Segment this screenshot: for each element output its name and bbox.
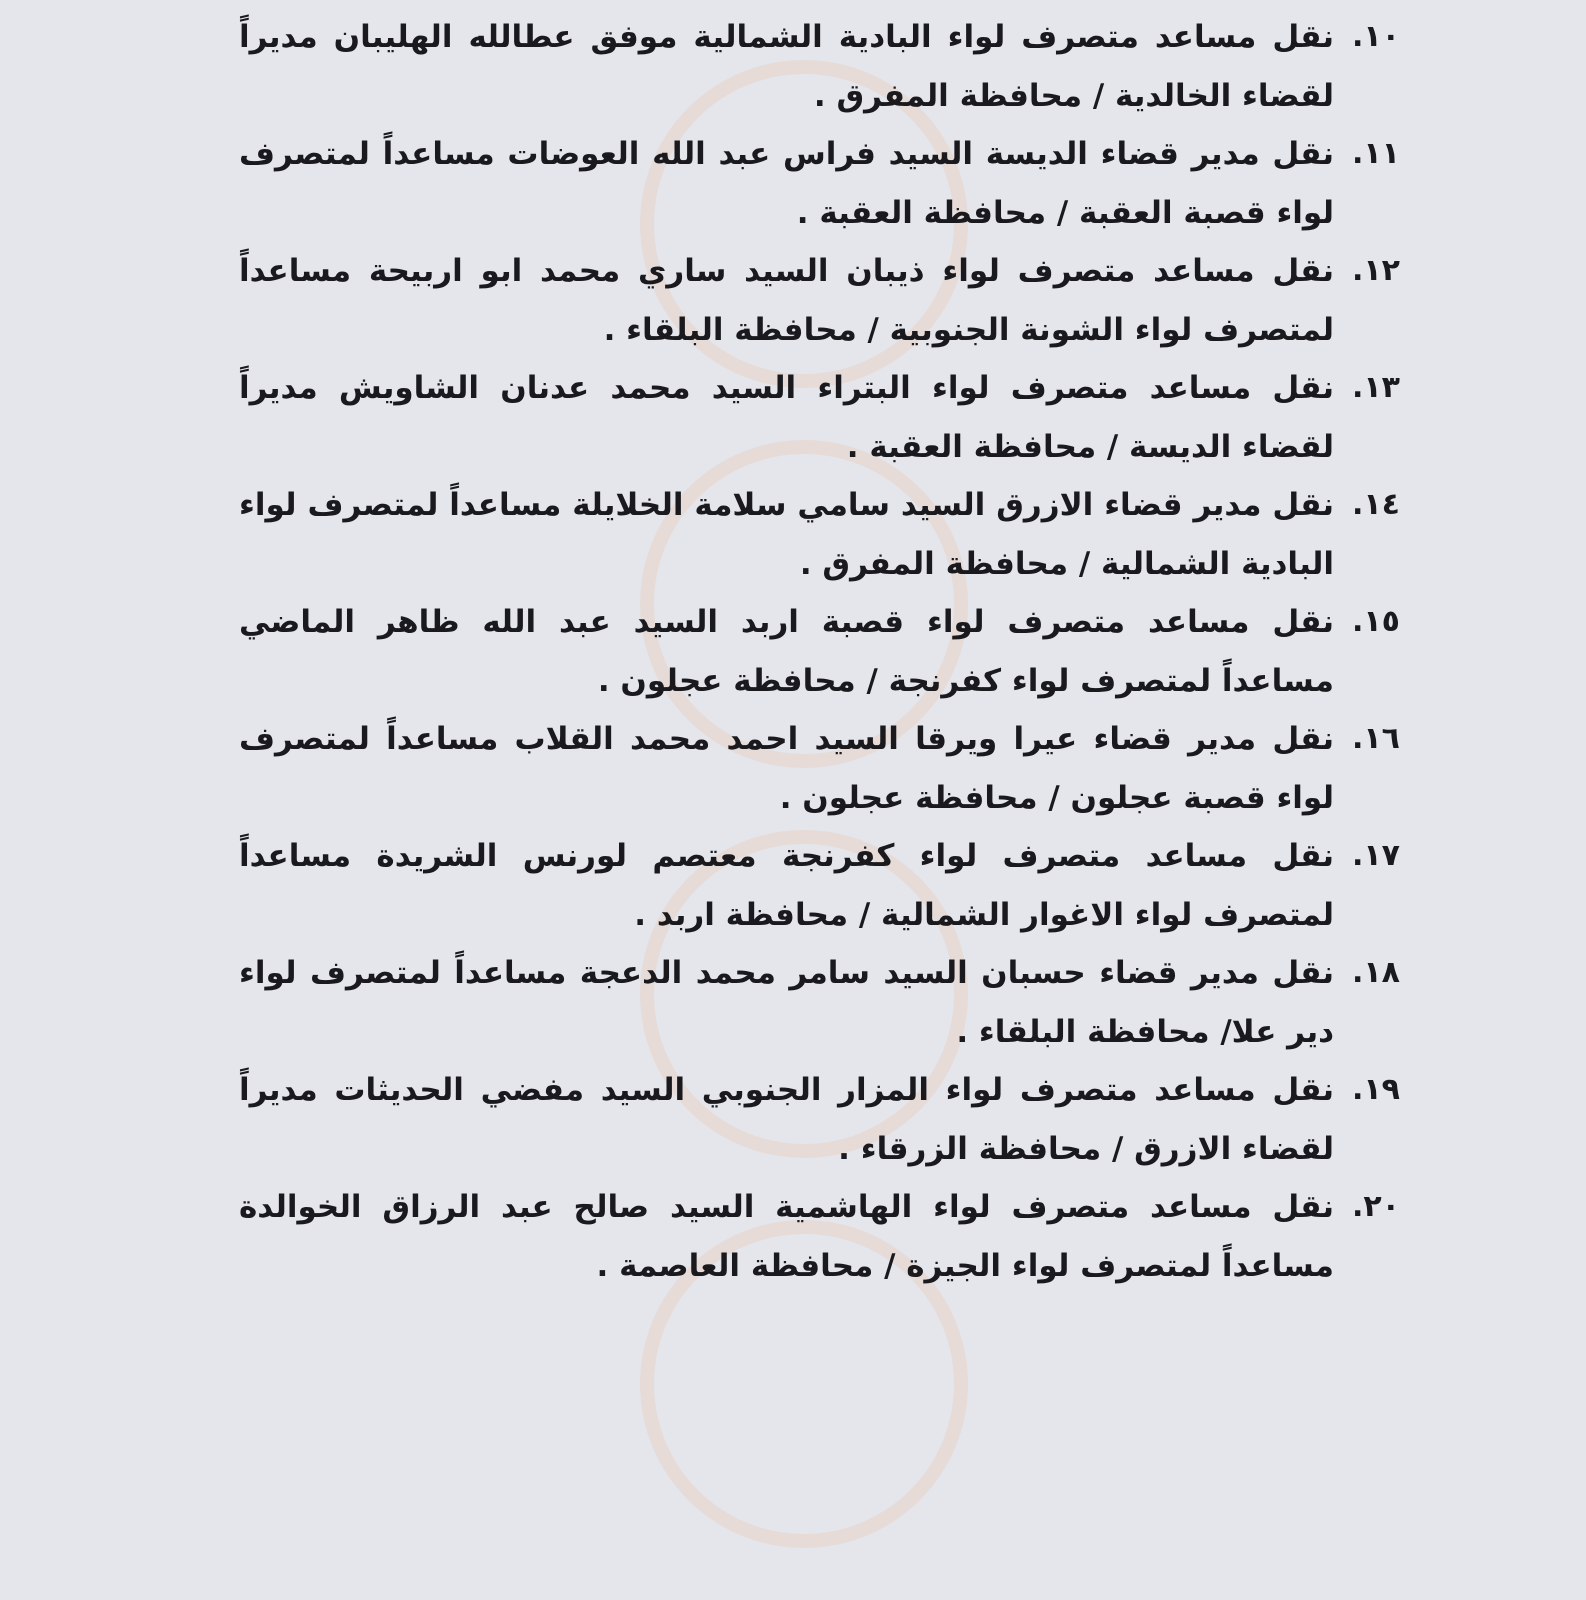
item-text: نقل مساعد متصرف لواء البتراء السيد محمد عدنان الشاويش مديراً لقضاء الديسة / محافظة العقبة . [239,370,1334,465]
item-number: ١٤. [1351,487,1400,522]
item-text: نقل مدير قضاء عيرا ويرقا السيد احمد محمد القلاب مساعداً لمتصرف لواء قصبة عجلون / محافظة عجلون . [239,721,1334,816]
list-item [235,125,1400,242]
item-text: نقل مساعد متصرف لواء المزار الجنوبي السيد مفضي الحديثات مديراً لقضاء الازرق / محافظة الزرقاء . [239,1072,1334,1167]
item-number: ١٩. [1351,1072,1400,1107]
item-number: ١٠. [1351,19,1400,54]
list-item [235,242,1400,359]
list-item [235,1061,1400,1178]
item-number: ١٣. [1351,370,1400,405]
list-item [235,8,1400,125]
list-item [235,593,1400,710]
item-text: نقل مدير قضاء الديسة السيد فراس عبد الله العوضات مساعداً لمتصرف لواء قصبة العقبة / محافظة العقبة . [239,136,1334,231]
item-number: ١٢. [1351,253,1400,288]
item-text: نقل مساعد متصرف لواء قصبة اربد السيد عبد الله ظاهر الماضي مساعداً لمتصرف لواء كفرنجة / محافظة عجلون . [239,604,1334,699]
item-text: نقل مساعد متصرف لواء البادية الشمالية موفق عطالله الهليبان مديراً لقضاء الخالدية / محافظة المفرق . [239,19,1334,114]
list-item [235,476,1400,593]
item-text: نقل مدير قضاء حسبان السيد سامر محمد الدعجة مساعداً لمتصرف لواء دير علا/ محافظة البلقاء . [239,955,1334,1050]
item-number: ١٦. [1351,721,1400,756]
item-number: ١٧. [1351,838,1400,873]
item-number: ١٥. [1351,604,1400,639]
list-item [235,827,1400,944]
item-text: نقل مدير قضاء الازرق السيد سامي سلامة الخلايلة مساعداً لمتصرف لواء البادية الشمالية / محافظة المفرق . [239,487,1334,582]
list-item [235,944,1400,1061]
document-list [235,8,1400,1295]
list-item [235,710,1400,827]
item-number: ١٨. [1351,955,1400,990]
item-text: نقل مساعد متصرف لواء ذيبان السيد ساري محمد ابو اربيحة مساعداً لمتصرف لواء الشونة الجنوبية / محافظة البلقاء . [239,253,1334,348]
list-item [235,1178,1400,1295]
list-item [235,359,1400,476]
item-text: نقل مساعد متصرف لواء كفرنجة معتصم لورنس الشريدة مساعداً لمتصرف لواء الاغوار الشمالية / محافظة اربد . [239,838,1334,933]
item-number: ٢٠. [1351,1189,1400,1224]
item-text: نقل مساعد متصرف لواء الهاشمية السيد صالح عبد الرزاق الخوالدة مساعداً لمتصرف لواء الجيزة / محافظة العاصمة . [239,1189,1334,1284]
item-number: ١١. [1351,136,1400,171]
